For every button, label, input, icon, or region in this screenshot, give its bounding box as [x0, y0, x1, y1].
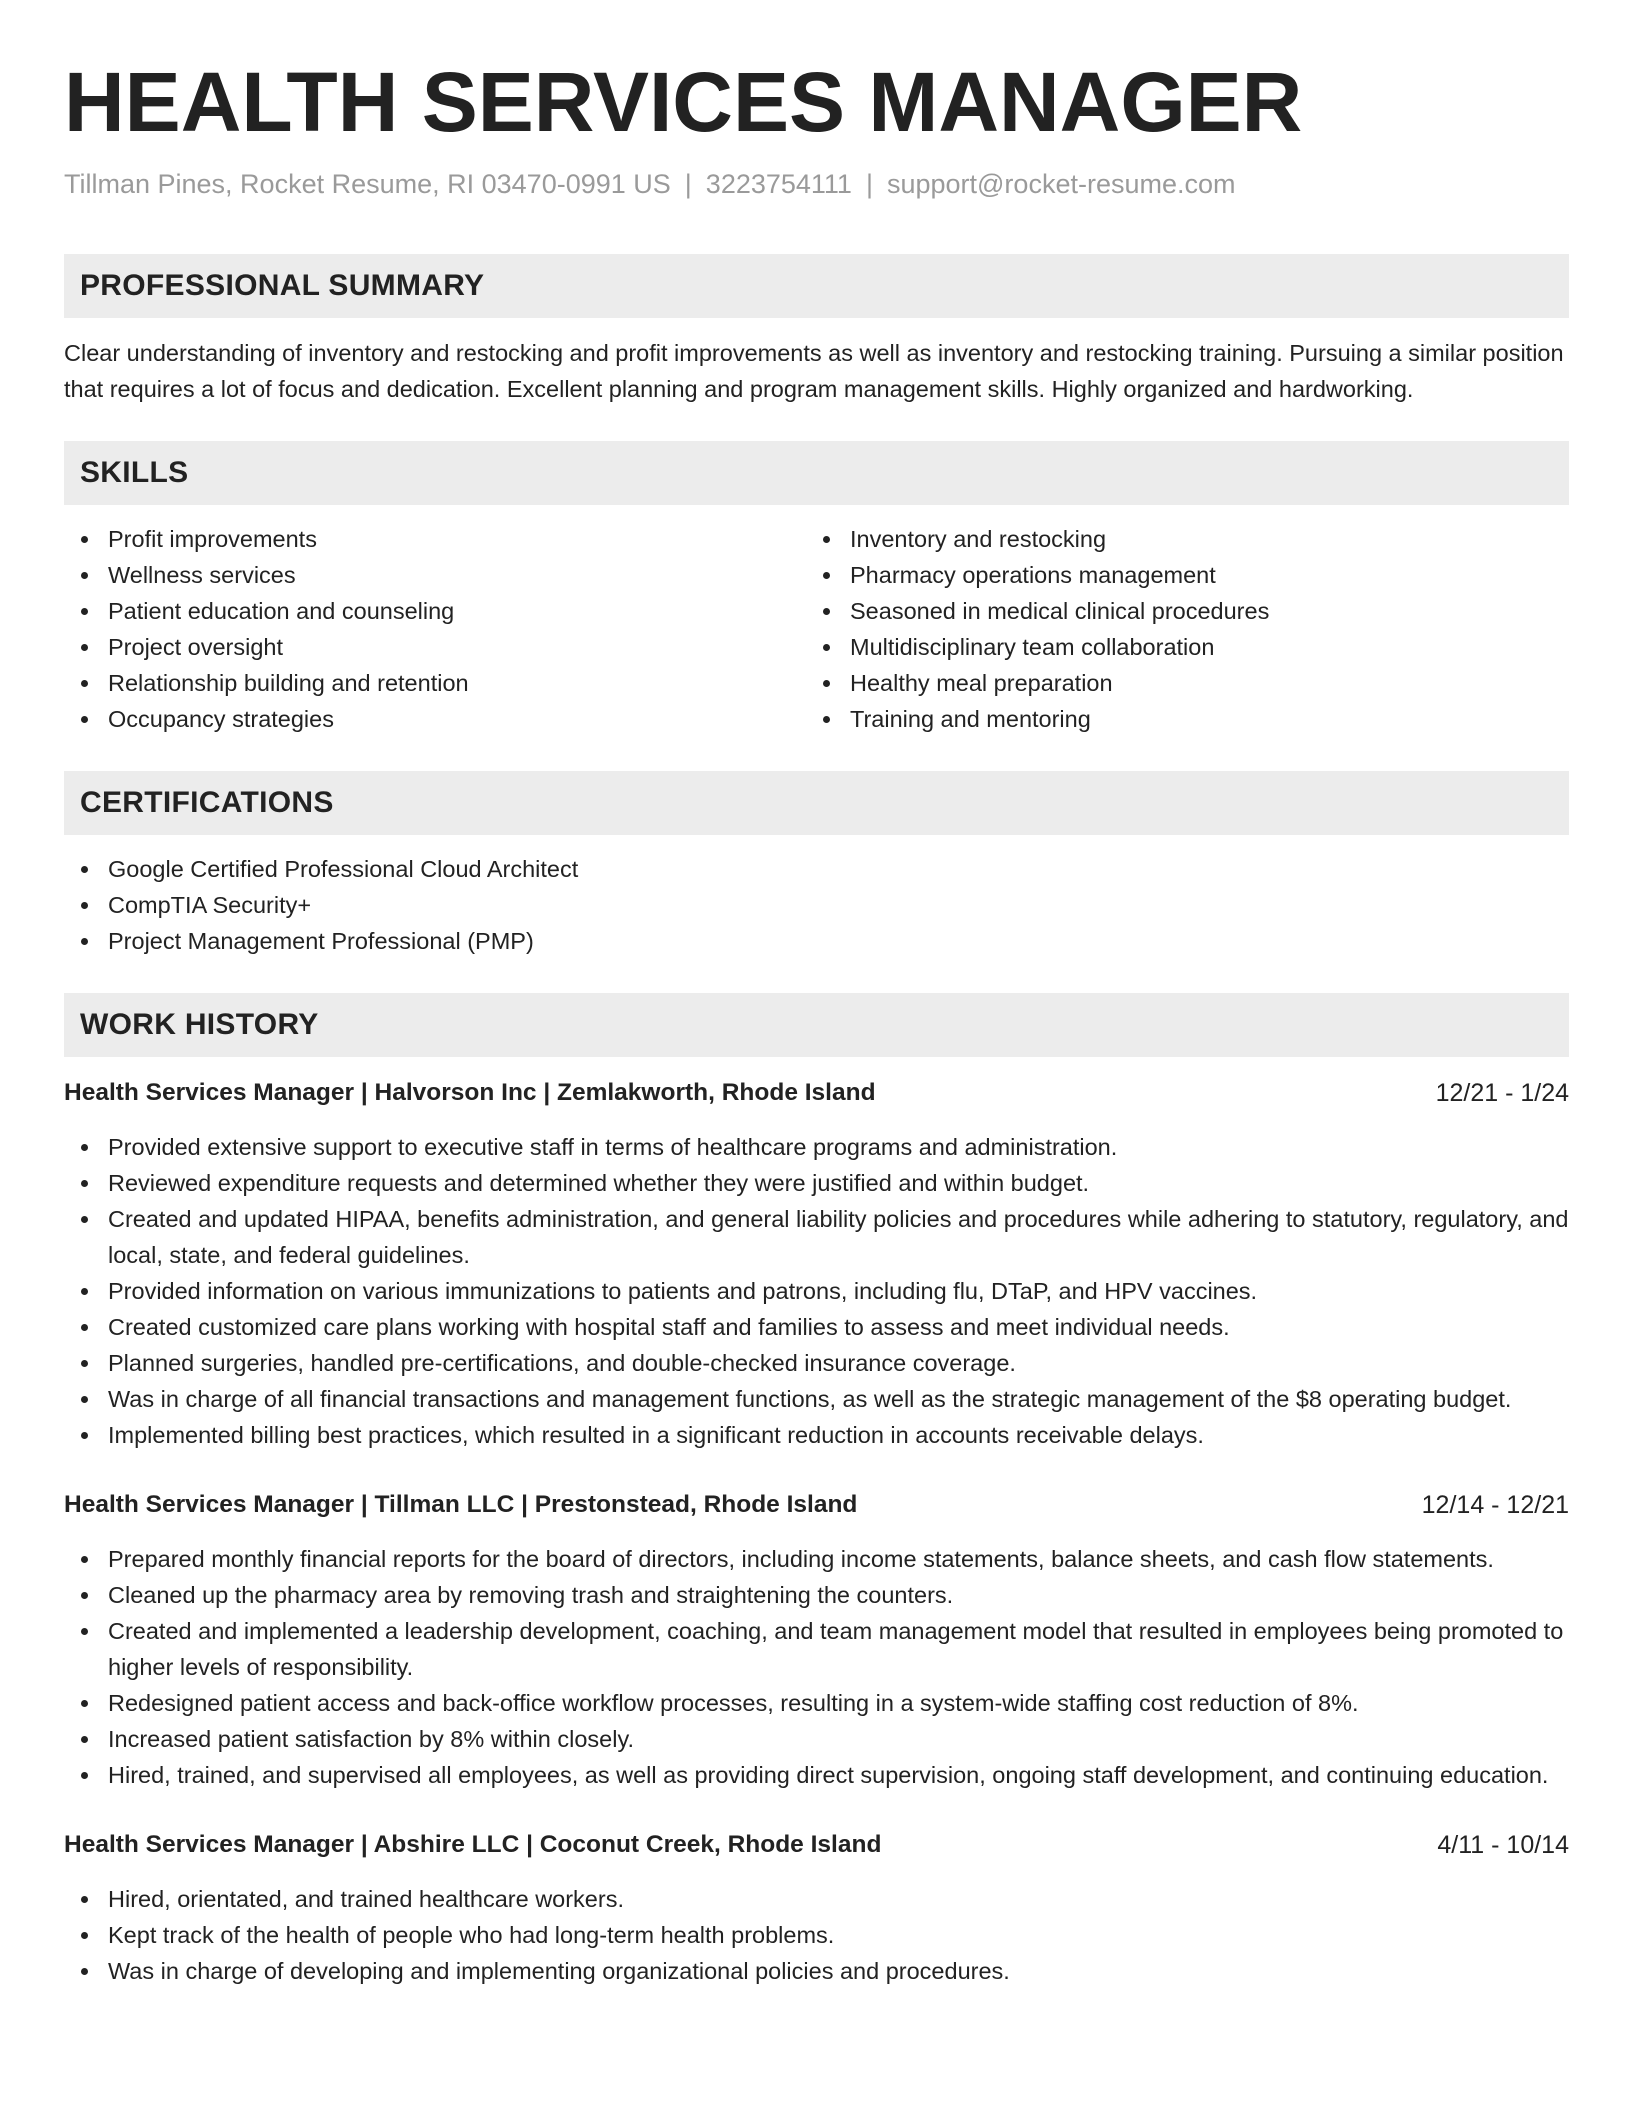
- job-bullet: Redesigned patient access and back-office workflow processes, resulting in a system-wide staffing cost reduction of 8%.: [64, 1685, 1569, 1721]
- skill-item: Inventory and restocking: [806, 521, 1548, 557]
- contact-separator: |: [684, 169, 692, 199]
- candidate-name: HEALTH SERVICES MANAGER: [64, 55, 1303, 149]
- certification-item: Google Certified Professional Cloud Architect: [64, 851, 1569, 887]
- section-heading-skills: SKILLS: [64, 441, 1569, 505]
- job-dates: 4/11 - 10/14: [1437, 1831, 1569, 1859]
- certifications-list: [64, 851, 1569, 959]
- section-heading-work-history: WORK HISTORY: [64, 993, 1569, 1057]
- skill-item: Patient education and counseling: [64, 593, 806, 629]
- job-bullets: [64, 1881, 1569, 1989]
- job-bullet: Created and implemented a leadership development, coaching, and team management model that resulted in employees being promoted to higher levels of responsibility.: [64, 1613, 1569, 1685]
- job-bullet: Was in charge of developing and implementing organizational policies and procedures.: [64, 1953, 1569, 1989]
- skill-item: Seasoned in medical clinical procedures: [806, 593, 1548, 629]
- job-title: Health Services Manager | Abshire LLC | Coconut Creek, Rhode Island: [64, 1831, 882, 1858]
- job-entry: [64, 1487, 1569, 1793]
- skill-item: Wellness services: [64, 557, 806, 593]
- job-header: [64, 1487, 1569, 1523]
- job-entry: [64, 1827, 1569, 1989]
- resume-page: [64, 52, 1569, 1989]
- job-bullet: Increased patient satisfaction by 8% within closely.: [64, 1721, 1569, 1757]
- contact-separator: |: [865, 169, 873, 199]
- job-dates: 12/14 - 12/21: [1421, 1491, 1569, 1519]
- job-header: [64, 1075, 1569, 1111]
- skills-list-left: [64, 521, 806, 737]
- skill-item: Training and mentoring: [806, 701, 1548, 737]
- skill-item: Profit improvements: [64, 521, 806, 557]
- skills-columns: [64, 521, 1569, 737]
- job-bullet: Implemented billing best practices, which resulted in a significant reduction in accounts receivable delays.: [64, 1417, 1569, 1453]
- contact-address: Tillman Pines, Rocket Resume, RI 03470-0991 US: [64, 169, 671, 199]
- job-bullet: Was in charge of all financial transactions and management functions, as well as the strategic management of the $8 operating budget.: [64, 1381, 1569, 1417]
- job-title: Health Services Manager | Tillman LLC | Prestonstead, Rhode Island: [64, 1491, 858, 1518]
- job-bullet: Provided information on various immunizations to patients and patrons, including flu, DTaP, and HPV vaccines.: [64, 1273, 1569, 1309]
- job-bullet: Reviewed expenditure requests and determined whether they were justified and within budget.: [64, 1165, 1569, 1201]
- job-bullets: [64, 1129, 1569, 1453]
- skill-item: Multidisciplinary team collaboration: [806, 629, 1548, 665]
- job-bullet: Hired, trained, and supervised all employees, as well as providing direct supervision, ongoing staff development, and continuing education.: [64, 1757, 1569, 1793]
- skill-item: Project oversight: [64, 629, 806, 665]
- section-heading-certifications: CERTIFICATIONS: [64, 771, 1569, 835]
- job-bullet: Prepared monthly financial reports for the board of directors, including income statements, balance sheets, and cash flow statements.: [64, 1541, 1569, 1577]
- skill-item: Pharmacy operations management: [806, 557, 1548, 593]
- job-bullet: Kept track of the health of people who had long-term health problems.: [64, 1917, 1569, 1953]
- job-bullet: Hired, orientated, and trained healthcare workers.: [64, 1881, 1569, 1917]
- job-bullet: Planned surgeries, handled pre-certifications, and double-checked insurance coverage.: [64, 1345, 1569, 1381]
- job-bullet: Cleaned up the pharmacy area by removing trash and straightening the counters.: [64, 1577, 1569, 1613]
- skills-list-right: [806, 521, 1548, 737]
- job-bullet: Provided extensive support to executive staff in terms of healthcare programs and administration.: [64, 1129, 1569, 1165]
- certification-item: Project Management Professional (PMP): [64, 923, 1569, 959]
- section-heading-summary: PROFESSIONAL SUMMARY: [64, 254, 1569, 318]
- job-header: [64, 1827, 1569, 1863]
- contact-email: support@rocket-resume.com: [886, 169, 1236, 199]
- skill-item: Relationship building and retention: [64, 665, 806, 701]
- job-bullets: [64, 1541, 1569, 1793]
- summary-text: Clear understanding of inventory and restocking and profit improvements as well as inventory and restocking training. Pursuing a similar position that requires a lot of focus and dedication. Excellent planning and program management skills. Highly organized and hardworking.: [64, 340, 1564, 402]
- job-bullet: Created customized care plans working with hospital staff and families to assess and meet individual needs.: [64, 1309, 1569, 1345]
- job-entry: [64, 1075, 1569, 1453]
- skill-item: Occupancy strategies: [64, 701, 806, 737]
- contact-phone: 3223754111: [705, 169, 852, 199]
- job-bullet: Created and updated HIPAA, benefits administration, and general liability policies and procedures while adhering to statutory, regulatory, and local, state, and federal guidelines.: [64, 1201, 1569, 1273]
- job-dates: 12/21 - 1/24: [1435, 1079, 1569, 1107]
- job-title: Health Services Manager | Halvorson Inc | Zemlakworth, Rhode Island: [64, 1079, 876, 1106]
- certification-item: CompTIA Security+: [64, 887, 1569, 923]
- skill-item: Healthy meal preparation: [806, 665, 1548, 701]
- contact-line: [64, 166, 1569, 202]
